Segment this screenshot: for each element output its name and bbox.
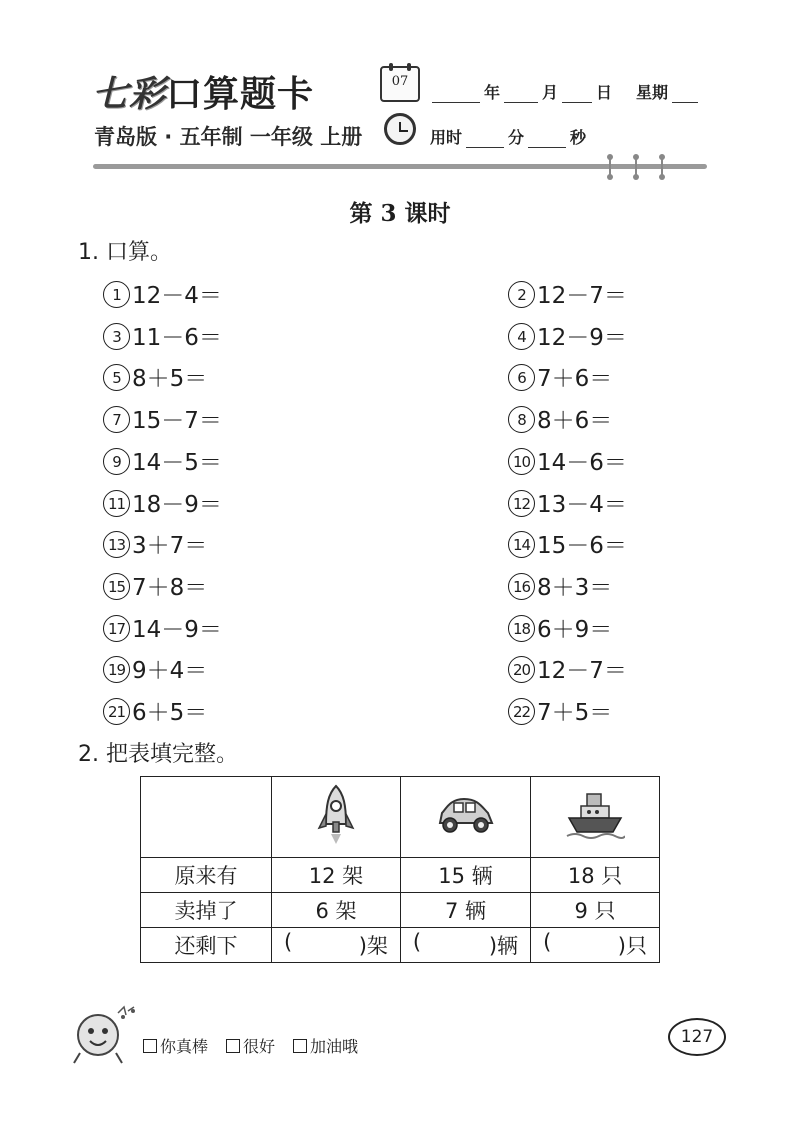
problem-item xyxy=(103,319,222,352)
problem-number: 6 xyxy=(508,364,535,391)
problem-expression: 6＋9＝ xyxy=(537,616,613,643)
problem-number: 7 xyxy=(103,406,130,433)
problem-expression: 13－4＝ xyxy=(537,491,627,518)
problem-expression: 7＋5＝ xyxy=(537,700,613,726)
problem-item xyxy=(508,402,612,435)
problem-number: 2 xyxy=(508,281,535,308)
problem-expression: 15－7＝ xyxy=(132,408,222,435)
problem-expression: 14－9＝ xyxy=(132,616,222,643)
problem-item xyxy=(508,360,612,393)
table-row xyxy=(141,928,660,963)
problem-item xyxy=(103,611,222,644)
problem-item xyxy=(103,444,222,477)
open-paren: ( xyxy=(284,930,293,954)
problem-expression: 18－9＝ xyxy=(132,491,222,518)
table-cell: 15 辆 xyxy=(400,858,530,893)
problem-item xyxy=(103,652,207,685)
table-cell: 18 只 xyxy=(531,858,660,893)
problem-expression: 3＋7＝ xyxy=(132,533,208,560)
problem-item xyxy=(103,694,207,727)
problem-expression: 14－5＝ xyxy=(132,449,222,476)
problem-expression: 6＋5＝ xyxy=(132,700,208,726)
minute-blank[interactable] xyxy=(466,131,504,148)
problem-item xyxy=(508,569,612,602)
problem-number: 11 xyxy=(103,490,130,517)
weekday-blank[interactable] xyxy=(672,86,698,103)
table-row xyxy=(141,893,660,928)
answer-blank-cell[interactable] xyxy=(400,928,530,963)
problem-number: 12 xyxy=(508,490,535,517)
problem-expression: 15－6＝ xyxy=(537,533,627,560)
section-2-heading: 2. 把表填完整。 xyxy=(78,742,238,767)
brand-deco: 七彩 xyxy=(92,74,167,115)
rating-option[interactable]: 很好 xyxy=(226,1034,275,1057)
rocket-icon xyxy=(316,784,356,846)
fill-table xyxy=(140,776,660,963)
table-icon-cell xyxy=(272,777,401,858)
minute-label: 分 xyxy=(508,128,525,147)
calendar-icon xyxy=(380,66,420,102)
month-label: 月 xyxy=(542,83,559,102)
year-label: 年 xyxy=(484,83,501,102)
page-number: 127 xyxy=(668,1018,726,1056)
rating-option[interactable]: 加油哦 xyxy=(293,1034,358,1057)
row-label: 原来有 xyxy=(141,858,272,893)
edition-subtitle: 青岛版 · 五年制 一年级 上册 xyxy=(94,125,363,149)
table-cell: 7 辆 xyxy=(400,893,530,928)
problem-item xyxy=(508,277,627,310)
pin-icon xyxy=(659,154,665,180)
open-paren: ( xyxy=(412,930,422,954)
problem-item xyxy=(103,277,222,310)
open-paren: ( xyxy=(543,930,552,954)
second-label: 秒 xyxy=(570,128,587,147)
problem-item xyxy=(508,652,627,685)
problem-number: 5 xyxy=(103,364,130,391)
problem-number: 14 xyxy=(508,531,535,558)
day-blank[interactable] xyxy=(562,86,592,103)
problem-expression: 12－9＝ xyxy=(537,324,627,351)
brand-title xyxy=(92,66,314,117)
time-used-label: 用时 xyxy=(430,128,463,147)
problem-expression: 14－6＝ xyxy=(537,449,627,476)
problem-expression: 7＋6＝ xyxy=(537,366,613,393)
brand-main: 口算题卡 xyxy=(166,74,315,115)
close-paren-unit: )只 xyxy=(617,934,647,958)
problem-number: 22 xyxy=(508,698,535,725)
table-corner-cell xyxy=(141,777,272,858)
problem-number: 8 xyxy=(508,406,535,433)
problem-number: 20 xyxy=(508,656,535,683)
clock-icon xyxy=(384,113,416,145)
problem-item xyxy=(508,527,627,560)
problem-expression: 8＋3＝ xyxy=(537,574,613,601)
rating-options xyxy=(143,1034,358,1057)
section-1-heading: 1. 口算。 xyxy=(78,240,172,265)
second-blank[interactable] xyxy=(528,131,566,148)
problem-expression: 8＋6＝ xyxy=(537,408,613,435)
table-icon-cell xyxy=(531,777,660,858)
close-paren-unit: )架 xyxy=(358,934,388,958)
problem-number: 16 xyxy=(508,573,535,600)
problem-expression: 11－6＝ xyxy=(132,324,222,351)
problem-item xyxy=(508,486,627,519)
car-icon xyxy=(434,793,496,837)
problem-number: 21 xyxy=(103,698,130,725)
problem-expression: 8＋5＝ xyxy=(132,366,208,393)
time-row xyxy=(430,125,586,148)
year-blank[interactable] xyxy=(432,86,480,103)
pin-icon xyxy=(607,154,613,180)
mascot-icon xyxy=(68,1003,138,1067)
calendar-number: 07 xyxy=(391,74,409,89)
row-label: 卖掉了 xyxy=(141,893,272,928)
problem-item xyxy=(508,694,612,727)
problem-item xyxy=(508,444,627,477)
weekday-label: 星期 xyxy=(636,83,669,102)
rating-option[interactable]: 你真棒 xyxy=(143,1034,208,1057)
problem-expression: 12－4＝ xyxy=(132,283,222,309)
problem-expression: 12－7＝ xyxy=(537,283,627,309)
problem-item xyxy=(103,486,222,519)
lesson-title: 第 3 课时 xyxy=(349,200,451,227)
table-cell: 12 架 xyxy=(272,858,401,893)
problem-number: 3 xyxy=(103,323,130,350)
problem-expression: 12－7＝ xyxy=(537,658,627,685)
problem-item xyxy=(508,611,612,644)
header-divider xyxy=(93,164,707,169)
checkbox[interactable] xyxy=(226,1039,240,1053)
problem-expression: 7＋8＝ xyxy=(132,574,208,601)
problem-expression: 9＋4＝ xyxy=(132,658,208,685)
problem-number: 4 xyxy=(508,323,535,350)
table-cell: 9 只 xyxy=(531,893,660,928)
problem-number: 18 xyxy=(508,615,535,642)
problem-item xyxy=(103,360,207,393)
table-row xyxy=(141,858,660,893)
problem-item xyxy=(103,527,207,560)
day-label: 日 xyxy=(596,83,613,102)
problem-number: 13 xyxy=(103,531,130,558)
checkbox[interactable] xyxy=(293,1039,307,1053)
problem-number: 1 xyxy=(103,281,130,308)
problem-number: 15 xyxy=(103,573,130,600)
row-label: 还剩下 xyxy=(141,928,272,963)
answer-blank-cell[interactable] xyxy=(531,928,660,963)
close-paren-unit: )辆 xyxy=(488,934,519,958)
date-row xyxy=(428,80,702,103)
problem-number: 9 xyxy=(103,448,130,475)
table-cell: 6 架 xyxy=(272,893,401,928)
boat-icon xyxy=(565,788,625,842)
answer-blank-cell[interactable] xyxy=(272,928,401,963)
problem-number: 10 xyxy=(508,448,535,475)
checkbox[interactable] xyxy=(143,1039,157,1053)
problem-number: 17 xyxy=(103,615,130,642)
problem-item xyxy=(103,402,222,435)
month-blank[interactable] xyxy=(504,86,538,103)
problem-item xyxy=(103,569,207,602)
problem-number: 19 xyxy=(103,656,130,683)
problem-item xyxy=(508,319,627,352)
table-icon-cell xyxy=(400,777,530,858)
pin-icon xyxy=(633,154,639,180)
